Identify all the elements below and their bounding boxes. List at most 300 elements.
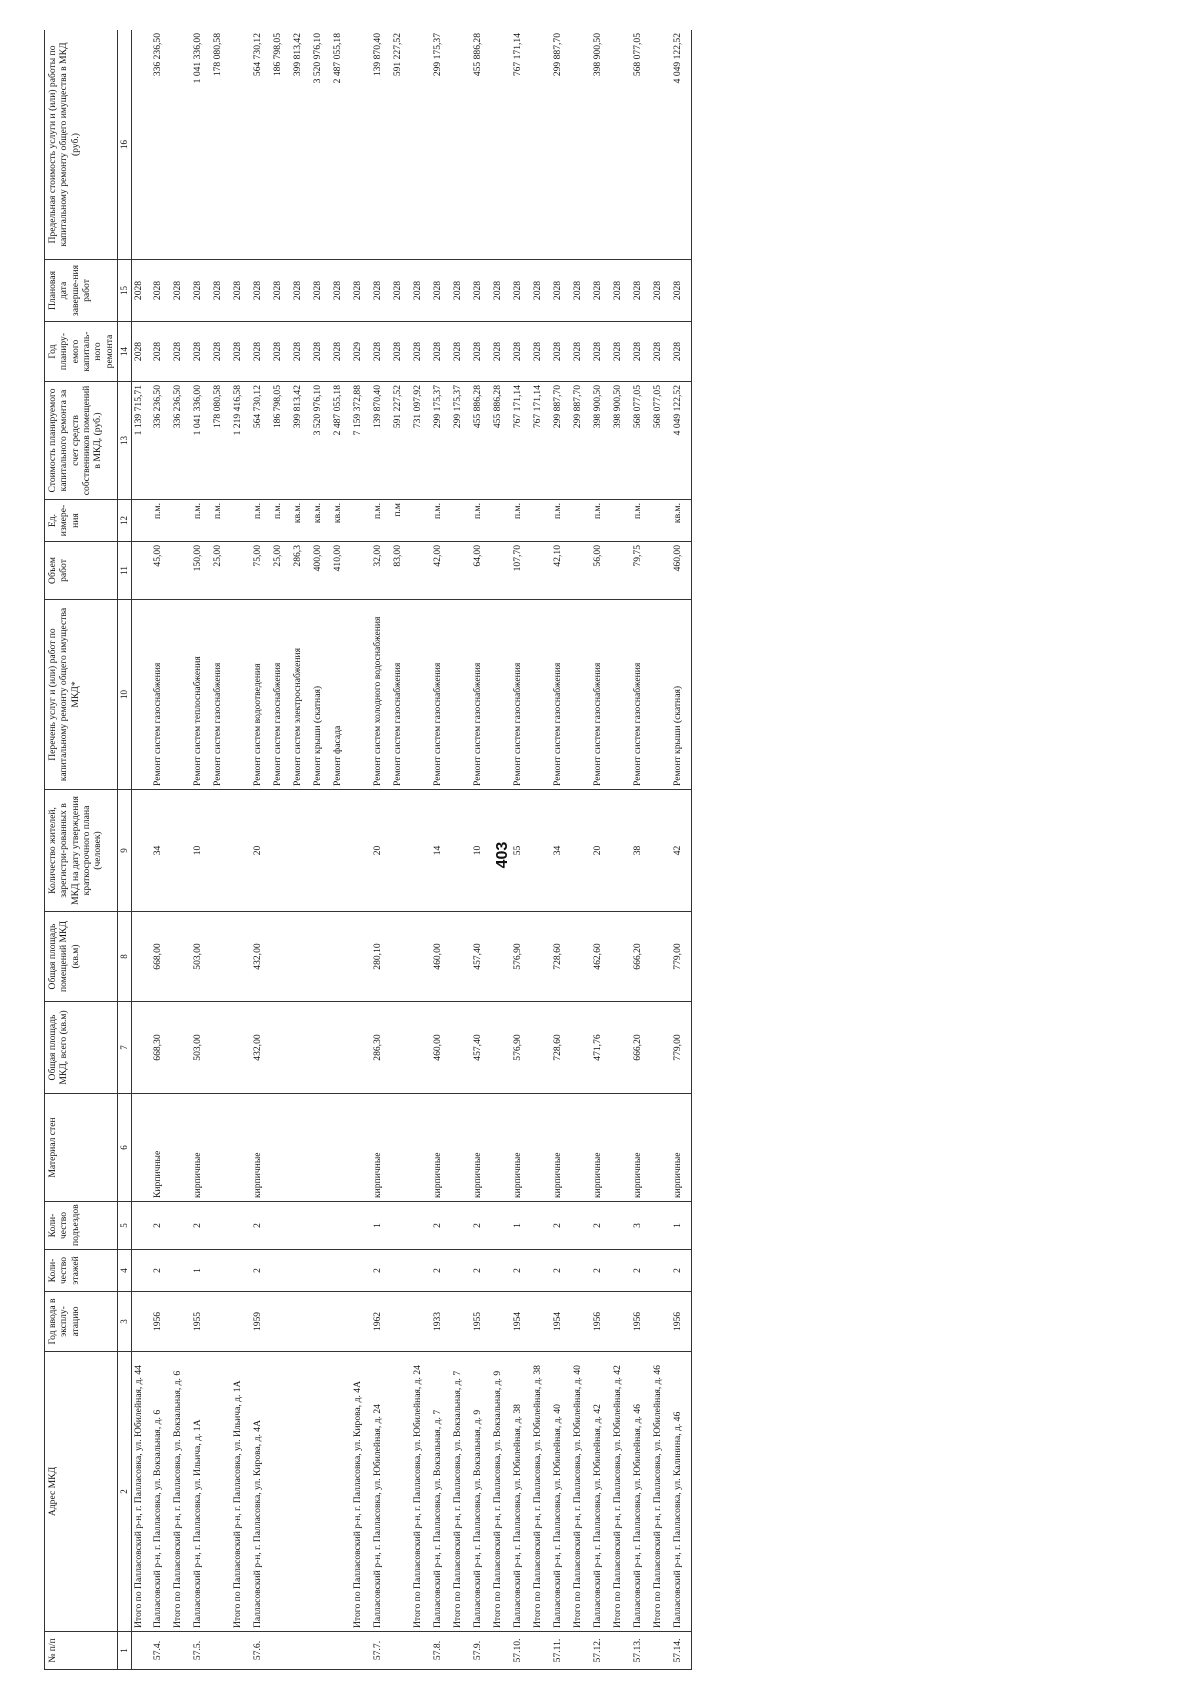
- table-cell: [391, 1202, 411, 1250]
- table-cell: [211, 1002, 231, 1094]
- table-cell: Итого по Палласовский р-н, г. Палласовка, ул. Юбилейная, д. 44: [131, 1352, 151, 1632]
- table-cell: [231, 1632, 251, 1670]
- table-cell: [531, 1632, 551, 1670]
- table-cell: п.м.: [151, 500, 171, 542]
- table-cell: [451, 912, 471, 1002]
- table-cell: [311, 1202, 331, 1250]
- table-cell: 666,20: [631, 912, 651, 1002]
- table-cell: Итого по Палласовский р-н, г. Палласовка, ул. Юбилейная, д. 40: [571, 1352, 591, 1632]
- table-cell: [271, 1202, 291, 1250]
- table-cell: [531, 500, 551, 542]
- table-cell: 2: [251, 1250, 271, 1292]
- table-cell: Ремонт систем газоснабжения: [431, 600, 451, 790]
- column-number: 3: [117, 1292, 131, 1352]
- table-cell: [331, 1250, 351, 1292]
- table-cell: [491, 542, 511, 600]
- table-cell: Палласовский р-н, г. Палласовка, ул. Юбилейная, д. 38: [511, 1352, 531, 1632]
- table-cell: 286,30: [371, 1002, 391, 1094]
- table-cell: 2: [431, 1202, 451, 1250]
- table-cell: [271, 1094, 291, 1202]
- table-cell: [491, 1202, 511, 1250]
- table-cell: [231, 500, 251, 542]
- table-cell: [131, 1632, 151, 1670]
- table-cell: 564 730,12: [251, 382, 271, 500]
- table-row: [171, 30, 191, 1670]
- table-cell: [311, 1352, 331, 1632]
- table-cell: [291, 790, 311, 912]
- table-cell: [571, 1202, 591, 1250]
- table-row: [491, 30, 511, 1670]
- table-cell: 2: [551, 1202, 571, 1250]
- table-cell: 2028: [631, 260, 651, 322]
- table-cell: [611, 1094, 631, 1202]
- table-cell: [171, 500, 191, 542]
- table-cell: 1956: [631, 1292, 651, 1352]
- table-row: [411, 30, 431, 1670]
- table-cell: [611, 1002, 631, 1094]
- table-cell: 2: [251, 1202, 271, 1250]
- table-cell: [571, 1632, 591, 1670]
- table-row: [211, 30, 231, 1670]
- table-cell: [491, 30, 511, 260]
- table-cell: Палласовский р-н, г. Палласовка, ул. Вокзальная, д. 9: [471, 1352, 491, 1632]
- table-cell: 299 175,37: [451, 382, 471, 500]
- table-cell: 2028: [511, 322, 531, 382]
- table-cell: [611, 30, 631, 260]
- table-cell: 457,40: [471, 1002, 491, 1094]
- table-cell: 1 041 336,00: [191, 30, 211, 260]
- table-cell: 2028: [571, 322, 591, 382]
- table-cell: 728,60: [551, 912, 571, 1002]
- table-cell: [411, 1250, 431, 1292]
- table-cell: [451, 1094, 471, 1202]
- column-number: 5: [117, 1202, 131, 1250]
- table-cell: 2028: [411, 322, 431, 382]
- table-cell: [131, 1094, 151, 1202]
- table-cell: Итого по Палласовский р-н, г. Палласовка, ул. Ильича, д. 1А: [231, 1352, 251, 1632]
- table-cell: [171, 1202, 191, 1250]
- table-cell: [331, 1202, 351, 1250]
- table-cell: Итого по Палласовский р-н, г. Палласовка, ул. Юбилейная, д. 46: [651, 1352, 671, 1632]
- table-row: [631, 30, 651, 1670]
- table-cell: 186 798,05: [271, 30, 291, 260]
- table-cell: [271, 1002, 291, 1094]
- table-cell: [131, 542, 151, 600]
- table-row: [551, 30, 571, 1670]
- table-cell: 25,00: [271, 542, 291, 600]
- table-cell: Итого по Палласовский р-н, г. Палласовка, ул. Вокзальная, д. 9: [491, 1352, 511, 1632]
- table-cell: 57.10.: [511, 1632, 531, 1670]
- table-cell: 2028: [531, 322, 551, 382]
- table-cell: кирпичные: [511, 1094, 531, 1202]
- table-cell: 38: [631, 790, 651, 912]
- table-cell: 2: [631, 1250, 651, 1292]
- table-cell: [231, 1202, 251, 1250]
- table-row: [511, 30, 531, 1670]
- table-cell: 2028: [551, 322, 571, 382]
- table-cell: 299 887,70: [571, 382, 591, 500]
- table-cell: 2028: [291, 322, 311, 382]
- table-cell: 2: [511, 1250, 531, 1292]
- table-cell: [311, 1250, 331, 1292]
- table-cell: [231, 600, 251, 790]
- table-cell: 2028: [431, 260, 451, 322]
- table-cell: 4 049 122,52: [671, 382, 691, 500]
- table-cell: [651, 790, 671, 912]
- table-cell: 2028: [511, 260, 531, 322]
- column-header: Материал стен: [45, 1094, 118, 1202]
- table-cell: [291, 1292, 311, 1352]
- table-cell: 1: [371, 1202, 391, 1250]
- table-cell: Ремонт систем холодного водоснабжения: [371, 600, 391, 790]
- table-cell: 2028: [131, 322, 151, 382]
- table-row: [671, 30, 691, 1670]
- table-cell: 2028: [171, 322, 191, 382]
- column-number: 16: [117, 30, 131, 260]
- table-cell: [571, 790, 591, 912]
- column-header: Предельная стоимость услуги и (или) работы по капитальному ремонту общего имущества в МКД (руб.): [45, 30, 118, 260]
- table-cell: [451, 1292, 471, 1352]
- table-cell: 398 900,50: [591, 30, 611, 260]
- table-cell: п.м.: [471, 500, 491, 542]
- table-row: [331, 30, 351, 1670]
- table-cell: [531, 1002, 551, 1094]
- table-cell: Кирпичные: [151, 1094, 171, 1202]
- table-cell: [351, 790, 371, 912]
- rotated-table-wrapper: [44, 30, 1164, 1670]
- table-cell: 299 887,70: [551, 30, 571, 260]
- table-cell: 2: [551, 1250, 571, 1292]
- table-cell: [291, 1094, 311, 1202]
- table-cell: 79,75: [631, 542, 651, 600]
- table-cell: [311, 1292, 331, 1352]
- table-cell: Ремонт систем водоотведения: [251, 600, 271, 790]
- table-cell: 57.9.: [471, 1632, 491, 1670]
- table-cell: 336 236,50: [151, 382, 171, 500]
- table-cell: Палласовский р-н, г. Палласовка, ул. Вокзальная, д. 7: [431, 1352, 451, 1632]
- table-cell: 280,10: [371, 912, 391, 1002]
- table-cell: Палласовский р-н, г. Палласовка, ул. Ильича, д. 1А: [191, 1352, 211, 1632]
- table-cell: 568 077,05: [651, 382, 671, 500]
- table-row: [131, 30, 151, 1670]
- table-cell: [451, 1202, 471, 1250]
- column-number: 10: [117, 600, 131, 790]
- table-cell: 2: [151, 1250, 171, 1292]
- table-cell: 564 730,12: [251, 30, 271, 260]
- table-cell: [611, 790, 631, 912]
- table-cell: 2028: [251, 322, 271, 382]
- table-cell: Ремонт систем теплоснабжения: [191, 600, 211, 790]
- table-cell: Палласовский р-н, г. Палласовка, ул. Юбилейная, д. 24: [371, 1352, 391, 1632]
- table-cell: [531, 790, 551, 912]
- table-row: [271, 30, 291, 1670]
- column-header: Адрес МКД: [45, 1352, 118, 1632]
- table-cell: 178 080,58: [211, 382, 231, 500]
- table-cell: п.м.: [631, 500, 651, 542]
- table-cell: [411, 1292, 431, 1352]
- table-cell: 7 159 372,88: [351, 382, 371, 500]
- table-cell: 668,00: [151, 912, 171, 1002]
- table-cell: [651, 1292, 671, 1352]
- table-cell: 1: [191, 1250, 211, 1292]
- table-cell: Палласовский р-н, г. Палласовка, ул. Вокзальная, д. 6: [151, 1352, 171, 1632]
- table-cell: [531, 600, 551, 790]
- table-cell: Палласовский р-н, г. Палласовка, ул. Калинина, д. 46: [671, 1352, 691, 1632]
- column-number: 9: [117, 790, 131, 912]
- table-cell: [531, 912, 551, 1002]
- table-cell: 32,00: [371, 542, 391, 600]
- column-header: Год ввода в эксплу-атацию: [45, 1292, 118, 1352]
- table-cell: 2: [471, 1250, 491, 1292]
- table-cell: Итого по Палласовский р-н, г. Палласовка, ул. Юбилейная, д. 42: [611, 1352, 631, 1632]
- table-cell: 2028: [331, 260, 351, 322]
- table-cell: [611, 1292, 631, 1352]
- table-cell: 2028: [271, 322, 291, 382]
- table-cell: 20: [371, 790, 391, 912]
- table-cell: 568 077,05: [631, 382, 651, 500]
- table-cell: [651, 1250, 671, 1292]
- table-cell: 1959: [251, 1292, 271, 1352]
- table-cell: [211, 1632, 231, 1670]
- table-cell: 2028: [311, 322, 331, 382]
- column-number: 12: [117, 500, 131, 542]
- table-cell: [531, 1094, 551, 1202]
- table-cell: [411, 1202, 431, 1250]
- table-row: [231, 30, 251, 1670]
- table-cell: 1954: [551, 1292, 571, 1352]
- table-cell: [491, 790, 511, 912]
- table-cell: Ремонт систем газоснабжения: [151, 600, 171, 790]
- table-cell: [311, 1094, 331, 1202]
- table-cell: кирпичные: [551, 1094, 571, 1202]
- table-cell: 2028: [231, 260, 251, 322]
- table-cell: 455 886,28: [491, 382, 511, 500]
- column-number: 7: [117, 1002, 131, 1094]
- table-row: [651, 30, 671, 1670]
- table-cell: [611, 1250, 631, 1292]
- table-cell: Палласовский р-н, г. Палласовка, ул. Юбилейная, д. 42: [591, 1352, 611, 1632]
- table-cell: п.м.: [431, 500, 451, 542]
- column-number: 14: [117, 322, 131, 382]
- table-cell: 2: [591, 1202, 611, 1250]
- table-cell: 34: [551, 790, 571, 912]
- table-cell: 460,00: [431, 912, 451, 1002]
- table-cell: 57.8.: [431, 1632, 451, 1670]
- table-cell: 20: [591, 790, 611, 912]
- table-cell: [231, 1292, 251, 1352]
- table-cell: Итого по Палласовский р-н, г. Палласовка, ул. Юбилейная, д. 38: [531, 1352, 551, 1632]
- table-cell: [131, 1250, 151, 1292]
- table-cell: кирпичные: [191, 1094, 211, 1202]
- table-cell: п.м.: [271, 500, 291, 542]
- table-cell: кирпичные: [631, 1094, 651, 1202]
- table-cell: п.м.: [371, 500, 391, 542]
- table-cell: [391, 912, 411, 1002]
- table-cell: 2028: [431, 322, 451, 382]
- table-cell: 42,10: [551, 542, 571, 600]
- table-cell: [351, 542, 371, 600]
- table-cell: [211, 1202, 231, 1250]
- table-cell: [211, 1094, 231, 1202]
- table-cell: [451, 500, 471, 542]
- table-cell: п.м.: [211, 500, 231, 542]
- table-cell: Итого по Палласовский р-н, г. Палласовка, ул. Вокзальная, д. 6: [171, 1352, 191, 1632]
- table-cell: 779,00: [671, 1002, 691, 1094]
- table-cell: 568 077,05: [631, 30, 651, 260]
- table-cell: 45,00: [151, 542, 171, 600]
- table-cell: кирпичные: [371, 1094, 391, 1202]
- table-cell: 728,60: [551, 1002, 571, 1094]
- table-cell: [211, 790, 231, 912]
- table-cell: [611, 600, 631, 790]
- table-cell: 2028: [451, 260, 471, 322]
- table-cell: [311, 1632, 331, 1670]
- table-cell: 3 520 976,10: [311, 30, 331, 260]
- table-cell: [271, 1632, 291, 1670]
- table-cell: [571, 542, 591, 600]
- table-cell: [531, 542, 551, 600]
- table-cell: [651, 600, 671, 790]
- table-cell: 3: [631, 1202, 651, 1250]
- table-cell: [351, 500, 371, 542]
- column-header: Год планиру-емого капиталь-ного ремонта: [45, 322, 118, 382]
- table-cell: [451, 1250, 471, 1292]
- table-cell: [411, 1094, 431, 1202]
- table-row: [591, 30, 611, 1670]
- table-cell: 2028: [191, 322, 211, 382]
- table-cell: 2028: [671, 322, 691, 382]
- table-cell: [331, 1094, 351, 1202]
- table-row: [471, 30, 491, 1670]
- table-cell: кирпичные: [671, 1094, 691, 1202]
- table-cell: [571, 1002, 591, 1094]
- table-cell: 399 813,42: [291, 382, 311, 500]
- column-number: 13: [117, 382, 131, 500]
- table-cell: [131, 30, 151, 260]
- table-cell: [451, 542, 471, 600]
- table-cell: [351, 600, 371, 790]
- column-header: Плановая дата заверше-ния работ: [45, 260, 118, 322]
- table-cell: [411, 600, 431, 790]
- table-cell: [271, 1250, 291, 1292]
- table-cell: 2028: [211, 260, 231, 322]
- table-cell: [351, 1632, 371, 1670]
- table-cell: [411, 912, 431, 1002]
- table-cell: 2 487 055,18: [331, 30, 351, 260]
- column-header: Ед. измере-ния: [45, 500, 118, 542]
- table-row: [451, 30, 471, 1670]
- table-cell: [351, 1292, 371, 1352]
- table-cell: [351, 1002, 371, 1094]
- table-cell: [451, 30, 471, 260]
- table-cell: [451, 1002, 471, 1094]
- table-cell: 299 175,37: [431, 382, 451, 500]
- table-cell: 34: [151, 790, 171, 912]
- table-cell: [211, 1292, 231, 1352]
- table-cell: п.м.: [251, 500, 271, 542]
- table-cell: [391, 1250, 411, 1292]
- table-cell: 455 886,28: [471, 30, 491, 260]
- table-cell: 576,90: [511, 1002, 531, 1094]
- table-cell: 2028: [191, 260, 211, 322]
- table-cell: 2028: [291, 260, 311, 322]
- table-cell: [231, 1002, 251, 1094]
- table-cell: 14: [431, 790, 451, 912]
- table-cell: 668,30: [151, 1002, 171, 1094]
- table-cell: [171, 30, 191, 260]
- table-row: [371, 30, 391, 1670]
- table-header-row: [45, 30, 118, 1670]
- table-cell: [331, 1352, 351, 1632]
- column-number: 11: [117, 542, 131, 600]
- table-cell: Ремонт систем газоснабжения: [471, 600, 491, 790]
- table-cell: [311, 912, 331, 1002]
- column-header: Перечень услуг и (или) работ по капитальному ремонту общего имущества МКД*: [45, 600, 118, 790]
- table-cell: 767 171,14: [511, 30, 531, 260]
- table-cell: 64,00: [471, 542, 491, 600]
- table-cell: 2028: [211, 322, 231, 382]
- table-cell: Ремонт крыши (скатная): [671, 600, 691, 790]
- table-cell: [331, 1292, 351, 1352]
- table-cell: [391, 1094, 411, 1202]
- table-cell: 1933: [431, 1292, 451, 1352]
- table-cell: 10: [191, 790, 211, 912]
- table-cell: 10: [471, 790, 491, 912]
- table-cell: 2: [191, 1202, 211, 1250]
- table-cell: 462,60: [591, 912, 611, 1002]
- table-cell: [611, 500, 631, 542]
- column-number: 1: [117, 1632, 131, 1670]
- table-row: [291, 30, 311, 1670]
- table-cell: [131, 1202, 151, 1250]
- table-cell: 25,00: [211, 542, 231, 600]
- table-cell: Ремонт систем газоснабжения: [271, 600, 291, 790]
- table-cell: 1 219 416,58: [231, 382, 251, 500]
- table-cell: 1: [671, 1202, 691, 1250]
- table-cell: [391, 1632, 411, 1670]
- table-cell: [211, 1250, 231, 1292]
- table-cell: [211, 1352, 231, 1632]
- table-cell: [491, 500, 511, 542]
- column-number: 15: [117, 260, 131, 322]
- table-cell: [491, 1002, 511, 1094]
- table-cell: 2029: [351, 322, 371, 382]
- column-header: Общая площадь МКД, всего (кв.м): [45, 1002, 118, 1094]
- table-cell: [291, 1352, 311, 1632]
- table-cell: [271, 1352, 291, 1632]
- column-number: 2: [117, 1352, 131, 1632]
- column-header: Коли-чество подъездов: [45, 1202, 118, 1250]
- table-cell: [171, 1002, 191, 1094]
- table-cell: [131, 912, 151, 1002]
- table-cell: 2028: [591, 322, 611, 382]
- table-cell: 2028: [391, 322, 411, 382]
- table-cell: [651, 1202, 671, 1250]
- table-cell: 2028: [471, 322, 491, 382]
- table-cell: Ремонт систем газоснабжения: [591, 600, 611, 790]
- table-cell: [231, 30, 251, 260]
- table-cell: [531, 30, 551, 260]
- table-cell: 57.5.: [191, 1632, 211, 1670]
- table-cell: [351, 1202, 371, 1250]
- table-cell: 1954: [511, 1292, 531, 1352]
- table-cell: 503,00: [191, 1002, 211, 1094]
- table-cell: [171, 542, 191, 600]
- table-cell: 400,00: [311, 542, 331, 600]
- table-cell: 767 171,14: [511, 382, 531, 500]
- table-cell: 460,00: [671, 542, 691, 600]
- table-cell: Итого по Палласовский р-н, г. Палласовка, ул. Кирова, д. 4А: [351, 1352, 371, 1632]
